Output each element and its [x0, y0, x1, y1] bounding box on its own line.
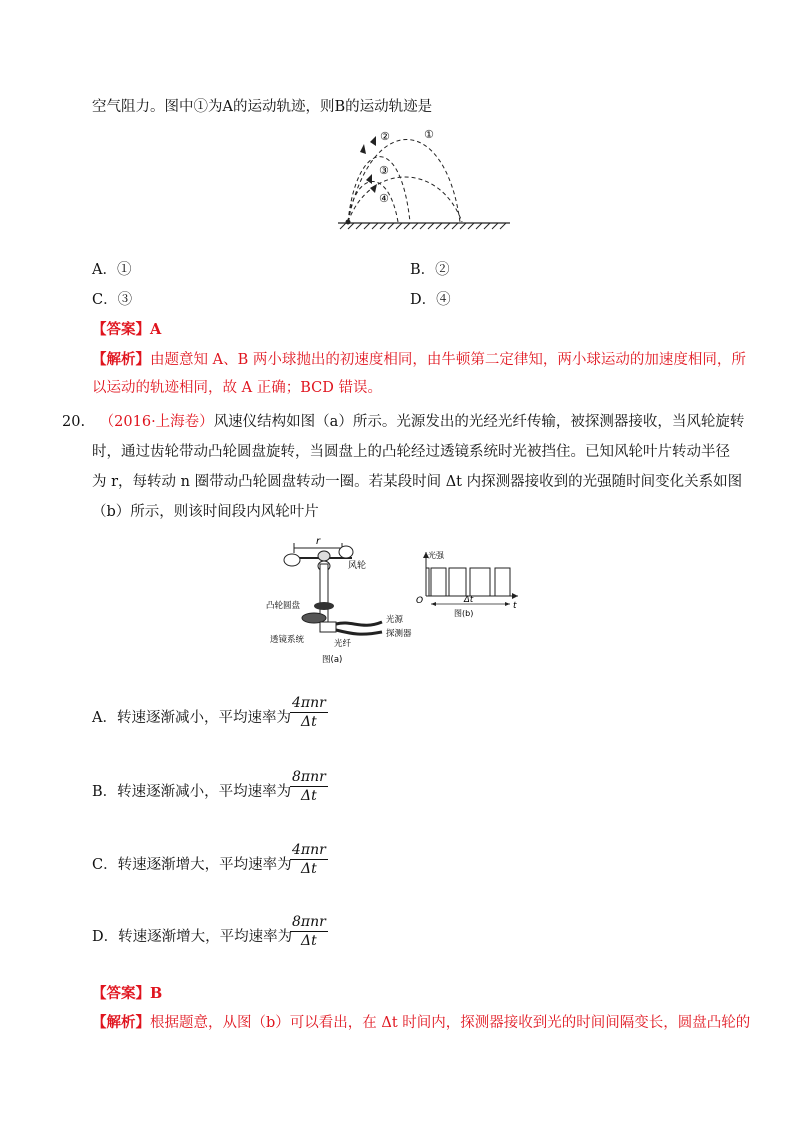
- analysis-tag: 【解析】: [92, 351, 150, 368]
- q20-stem-1: 风速仪结构如图（a）所示。光源发出的光经光纤传输，被探测器接收，当风轮旋转: [213, 414, 745, 430]
- q20-option-b-fraction: [290, 768, 328, 805]
- analysis-text: 根据题意，从图（b）可以看出，在 Δt 时间内，探测器接收到光的时间间隔变长，圆盘凸轮的: [150, 1015, 751, 1031]
- label-1: ①: [424, 128, 434, 141]
- light-source-label: 光源: [386, 615, 404, 625]
- dt-label: Δt: [464, 595, 474, 605]
- q20-option-c: C．转速逐渐增大，平均速率为: [92, 857, 292, 873]
- q20-number: 20.: [62, 414, 86, 430]
- fraction-denominator: Δt: [301, 861, 317, 877]
- answer-tag: 【答案】: [92, 321, 150, 338]
- figure-a-anemometer: [262, 530, 412, 665]
- q20-option-a-fraction: [290, 694, 328, 731]
- q20-option-d-fraction: [290, 913, 328, 950]
- lens-box: [320, 622, 336, 632]
- cam-disc-label: 凸轮圆盘: [266, 601, 301, 611]
- wheel-hub: [318, 551, 330, 561]
- fraction-denominator: Δt: [301, 933, 317, 949]
- launch-point: [346, 220, 351, 225]
- q19-stem-tail: 空气阻力。图中①为A的运动轨迹，则B的运动轨迹是: [92, 99, 433, 115]
- q20-stem-3: 为 r，每转动 n 圈带动凸轮圆盘转动一圈。若某段时间 Δt 内探测器接收到的光强随时间变化关系如图: [92, 474, 743, 490]
- label-4: ④: [379, 192, 389, 205]
- q20-option-b: B．转速逐渐减小，平均速率为: [92, 784, 292, 800]
- fraction-numerator: 4πnr: [292, 842, 326, 858]
- pulse-signal: [426, 568, 510, 596]
- fraction-numerator: 8πnr: [292, 914, 326, 930]
- q19-answer: [92, 320, 161, 340]
- fig-b-caption: 图(b): [454, 609, 474, 618]
- q20-source: （2016·上海卷）: [99, 414, 214, 430]
- answer-tag: 【答案】: [92, 985, 150, 1002]
- y-axis-label: 光强: [428, 551, 444, 560]
- q20-answer: [92, 984, 162, 1004]
- q19-analysis-line1: [92, 350, 746, 370]
- fiber-2: [336, 630, 382, 634]
- q20-option-d: D．转速逐渐增大，平均速率为: [92, 929, 293, 945]
- q19-analysis-line2: 以运动的轨迹相同，故 A 正确；BCD 错误。: [92, 380, 382, 396]
- fraction-denominator: Δt: [301, 714, 317, 730]
- fiber-1: [336, 622, 382, 625]
- fraction-numerator: 8πnr: [292, 769, 326, 785]
- q20-analysis-line1: [92, 1013, 750, 1033]
- detector-label: 探测器: [386, 629, 412, 639]
- fiber-label: 光纤: [334, 639, 352, 649]
- fraction-denominator: Δt: [301, 788, 317, 804]
- q19-option-b: B．②: [410, 262, 450, 278]
- q20-option-c-fraction: [290, 841, 328, 878]
- gear: [314, 602, 334, 610]
- q20-stem-4: （b）所示，则该时间段内风轮叶片: [92, 504, 319, 520]
- q20-line1: [62, 412, 744, 432]
- answer-value: A: [150, 321, 162, 338]
- r-label: r: [316, 536, 321, 547]
- lens-system-label: 透镜系统: [270, 635, 305, 645]
- q19-option-d: D．④: [410, 292, 451, 308]
- t-label: t: [513, 601, 517, 611]
- fraction-numerator: 4πnr: [292, 695, 326, 711]
- arrow-2: [360, 144, 366, 154]
- arrow-4: [370, 184, 377, 193]
- fig-a-caption: 图(a): [322, 655, 343, 665]
- q20-stem-2: 时，通过齿轮带动凸轮圆盘旋转，当圆盘上的凸轮经过透镜系统时光被挡住。已知风轮叶片转动半径: [92, 444, 730, 460]
- answer-value: B: [150, 985, 163, 1002]
- q19-option-a: A．①: [92, 262, 132, 278]
- figure-b-intensity: [410, 548, 520, 628]
- label-2: ②: [380, 130, 390, 143]
- trajectory-figure: [330, 122, 520, 234]
- q19-option-c: C．③: [92, 292, 133, 308]
- arrow-1: [370, 136, 376, 146]
- label-3: ③: [379, 164, 389, 177]
- origin-label: O: [416, 596, 424, 606]
- wind-wheel-label: 风轮: [348, 561, 367, 571]
- analysis-tag: 【解析】: [92, 1014, 150, 1031]
- q20-option-a: A．转速逐渐减小，平均速率为: [92, 710, 291, 726]
- analysis-text: 由题意知 A、B 两小球抛出的初速度相同，由牛顿第二定律知，两小球运动的加速度相同，所: [150, 352, 746, 368]
